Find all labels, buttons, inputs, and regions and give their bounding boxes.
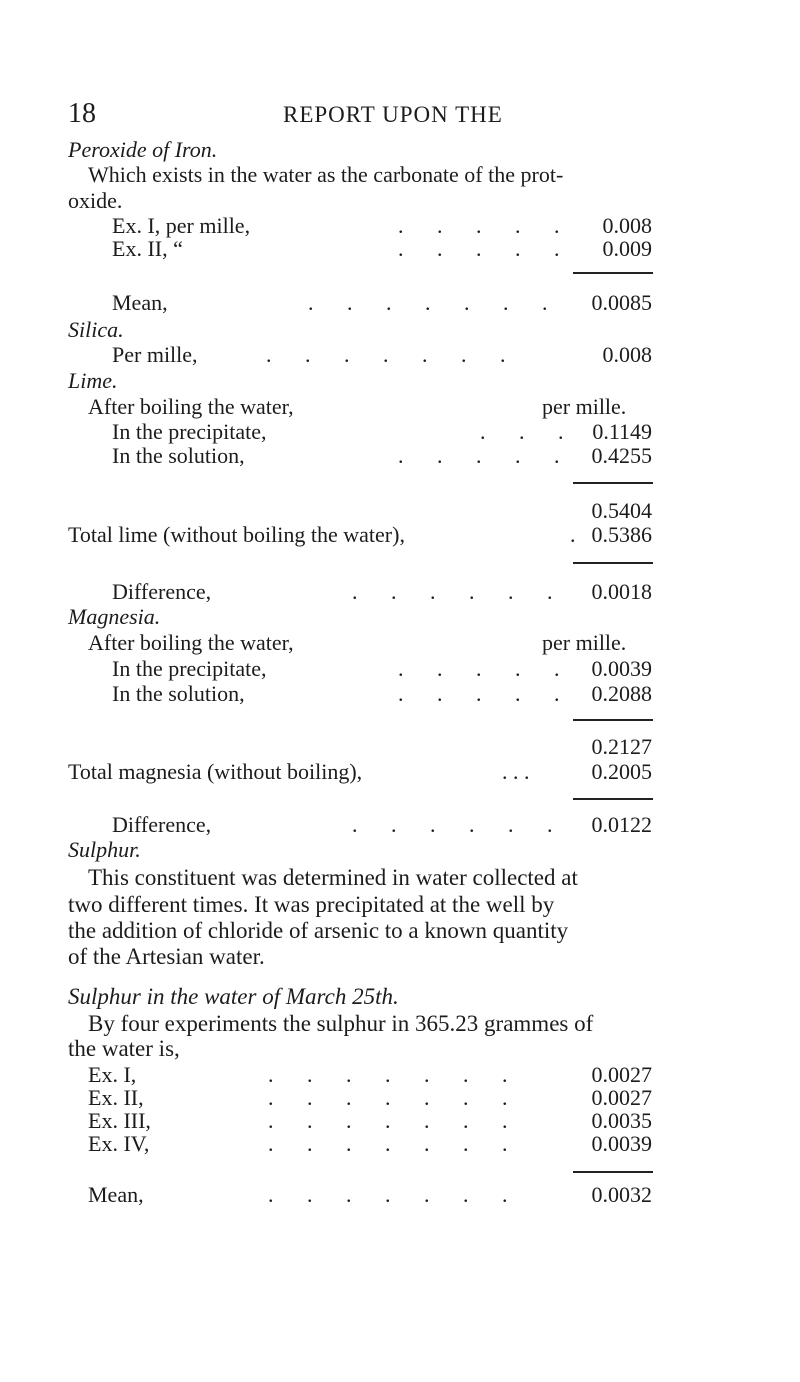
subheading: After boiling the water,: [88, 630, 294, 655]
row-value: 0.009: [602, 236, 652, 261]
paragraph-line: two different times. It was precipitated at the well by: [68, 892, 555, 917]
leader-dots: . . .: [502, 759, 530, 784]
paragraph-line: the water is,: [68, 1036, 180, 1061]
leader-dots: . . . . . . .: [308, 290, 562, 315]
leader-dots: . . . . . .: [352, 812, 567, 837]
leader-dots: . . . . . . .: [268, 1085, 522, 1110]
leader-dots: . . .: [480, 419, 578, 444]
paragraph-line: Which exists in the water as the carbonate of the prot-: [88, 162, 564, 187]
difference-label: Difference,: [112, 812, 212, 837]
sum-rule: [573, 482, 653, 484]
row-label: Ex. I,: [88, 1062, 137, 1087]
total-value: 0.2005: [591, 759, 652, 784]
section-heading-sulphur: Sulphur.: [68, 837, 141, 862]
paragraph-line: the addition of chloride of arsenic to a known quantity: [68, 918, 569, 943]
row-value: 0.0039: [591, 1131, 652, 1156]
section-heading-lime: Lime.: [68, 368, 118, 393]
leader-dots: . . . . .: [398, 213, 574, 238]
sum-rule: [573, 1171, 653, 1173]
sum-rule: [573, 798, 653, 800]
row-value: 0.008: [602, 213, 652, 238]
sum-value: 0.2127: [591, 734, 652, 759]
row-value: 0.0027: [591, 1062, 652, 1087]
row-value: 0.2088: [591, 681, 652, 706]
leader-dots: . . . . . . .: [266, 342, 520, 367]
leader-dots: . . . . .: [398, 681, 574, 706]
row-label: Ex. I, per mille,: [112, 213, 251, 238]
row-label: Ex. II,: [88, 1085, 144, 1110]
leader-dots: . . . . . . .: [268, 1131, 522, 1156]
leader-dots: . . . . . .: [352, 579, 567, 604]
unit-label: per mille.: [542, 630, 627, 655]
sum-value: 0.5404: [591, 498, 652, 523]
row-value: 0.008: [602, 342, 652, 367]
mean-value: 0.0032: [591, 1182, 652, 1207]
running-title: REPORT UPON THE: [283, 102, 503, 127]
leader-dots: . . . . . . .: [268, 1182, 522, 1207]
row-label: In the precipitate,: [112, 656, 267, 681]
row-label: In the solution,: [112, 443, 245, 468]
section-heading-peroxide: Peroxide of Iron.: [68, 137, 218, 162]
mean-label: Mean,: [88, 1182, 144, 1207]
section-heading-silica: Silica.: [68, 317, 124, 342]
sum-rule: [573, 562, 653, 564]
row-label: Ex. III,: [88, 1108, 151, 1133]
row-value: 0.0027: [591, 1085, 652, 1110]
row-value: 0.0035: [591, 1108, 652, 1133]
leader-dots: . . . . . . .: [268, 1108, 522, 1133]
row-label: Per mille,: [112, 342, 198, 367]
row-value: 0.4255: [591, 443, 652, 468]
row-label: In the precipitate,: [112, 419, 267, 444]
section-heading-magnesia: Magnesia.: [68, 604, 161, 629]
row-label: Ex. II, “: [112, 236, 183, 261]
paragraph-line: oxide.: [68, 188, 123, 213]
subheading-italic: Sulphur in the water of March 25th.: [68, 984, 399, 1009]
leader-dots: . . . . .: [398, 656, 574, 681]
total-value: 0.5386: [591, 522, 652, 547]
paragraph-line: of the Artesian water.: [68, 944, 265, 969]
difference-label: Difference,: [112, 579, 212, 604]
row-label: In the solution,: [112, 681, 245, 706]
total-label: Total magnesia (without boiling),: [68, 759, 363, 784]
row-value: 0.1149: [592, 419, 652, 444]
leader-dots: . . . . . . .: [268, 1062, 522, 1087]
page-number: 18: [68, 98, 96, 129]
sum-rule: [573, 719, 653, 721]
row-label: Ex. IV,: [88, 1131, 150, 1156]
row-value: 0.0039: [591, 656, 652, 681]
difference-value: 0.0122: [591, 812, 652, 837]
difference-value: 0.0018: [591, 579, 652, 604]
leader-dots: . . . . .: [398, 236, 574, 261]
leader-dots: . . . . .: [398, 443, 574, 468]
paragraph-line: This constituent was determined in water collected at: [88, 865, 578, 890]
total-label: Total lime (without boiling the water),: [68, 522, 405, 547]
unit-label: per mille.: [542, 394, 627, 419]
leader-dots: .: [570, 522, 576, 547]
mean-label: Mean,: [112, 290, 168, 315]
paragraph-line: By four experiments the sulphur in 365.23 grammes of: [88, 1011, 594, 1036]
sum-rule: [573, 272, 653, 274]
subheading: After boiling the water,: [88, 394, 294, 419]
mean-value: 0.0085: [591, 290, 652, 315]
